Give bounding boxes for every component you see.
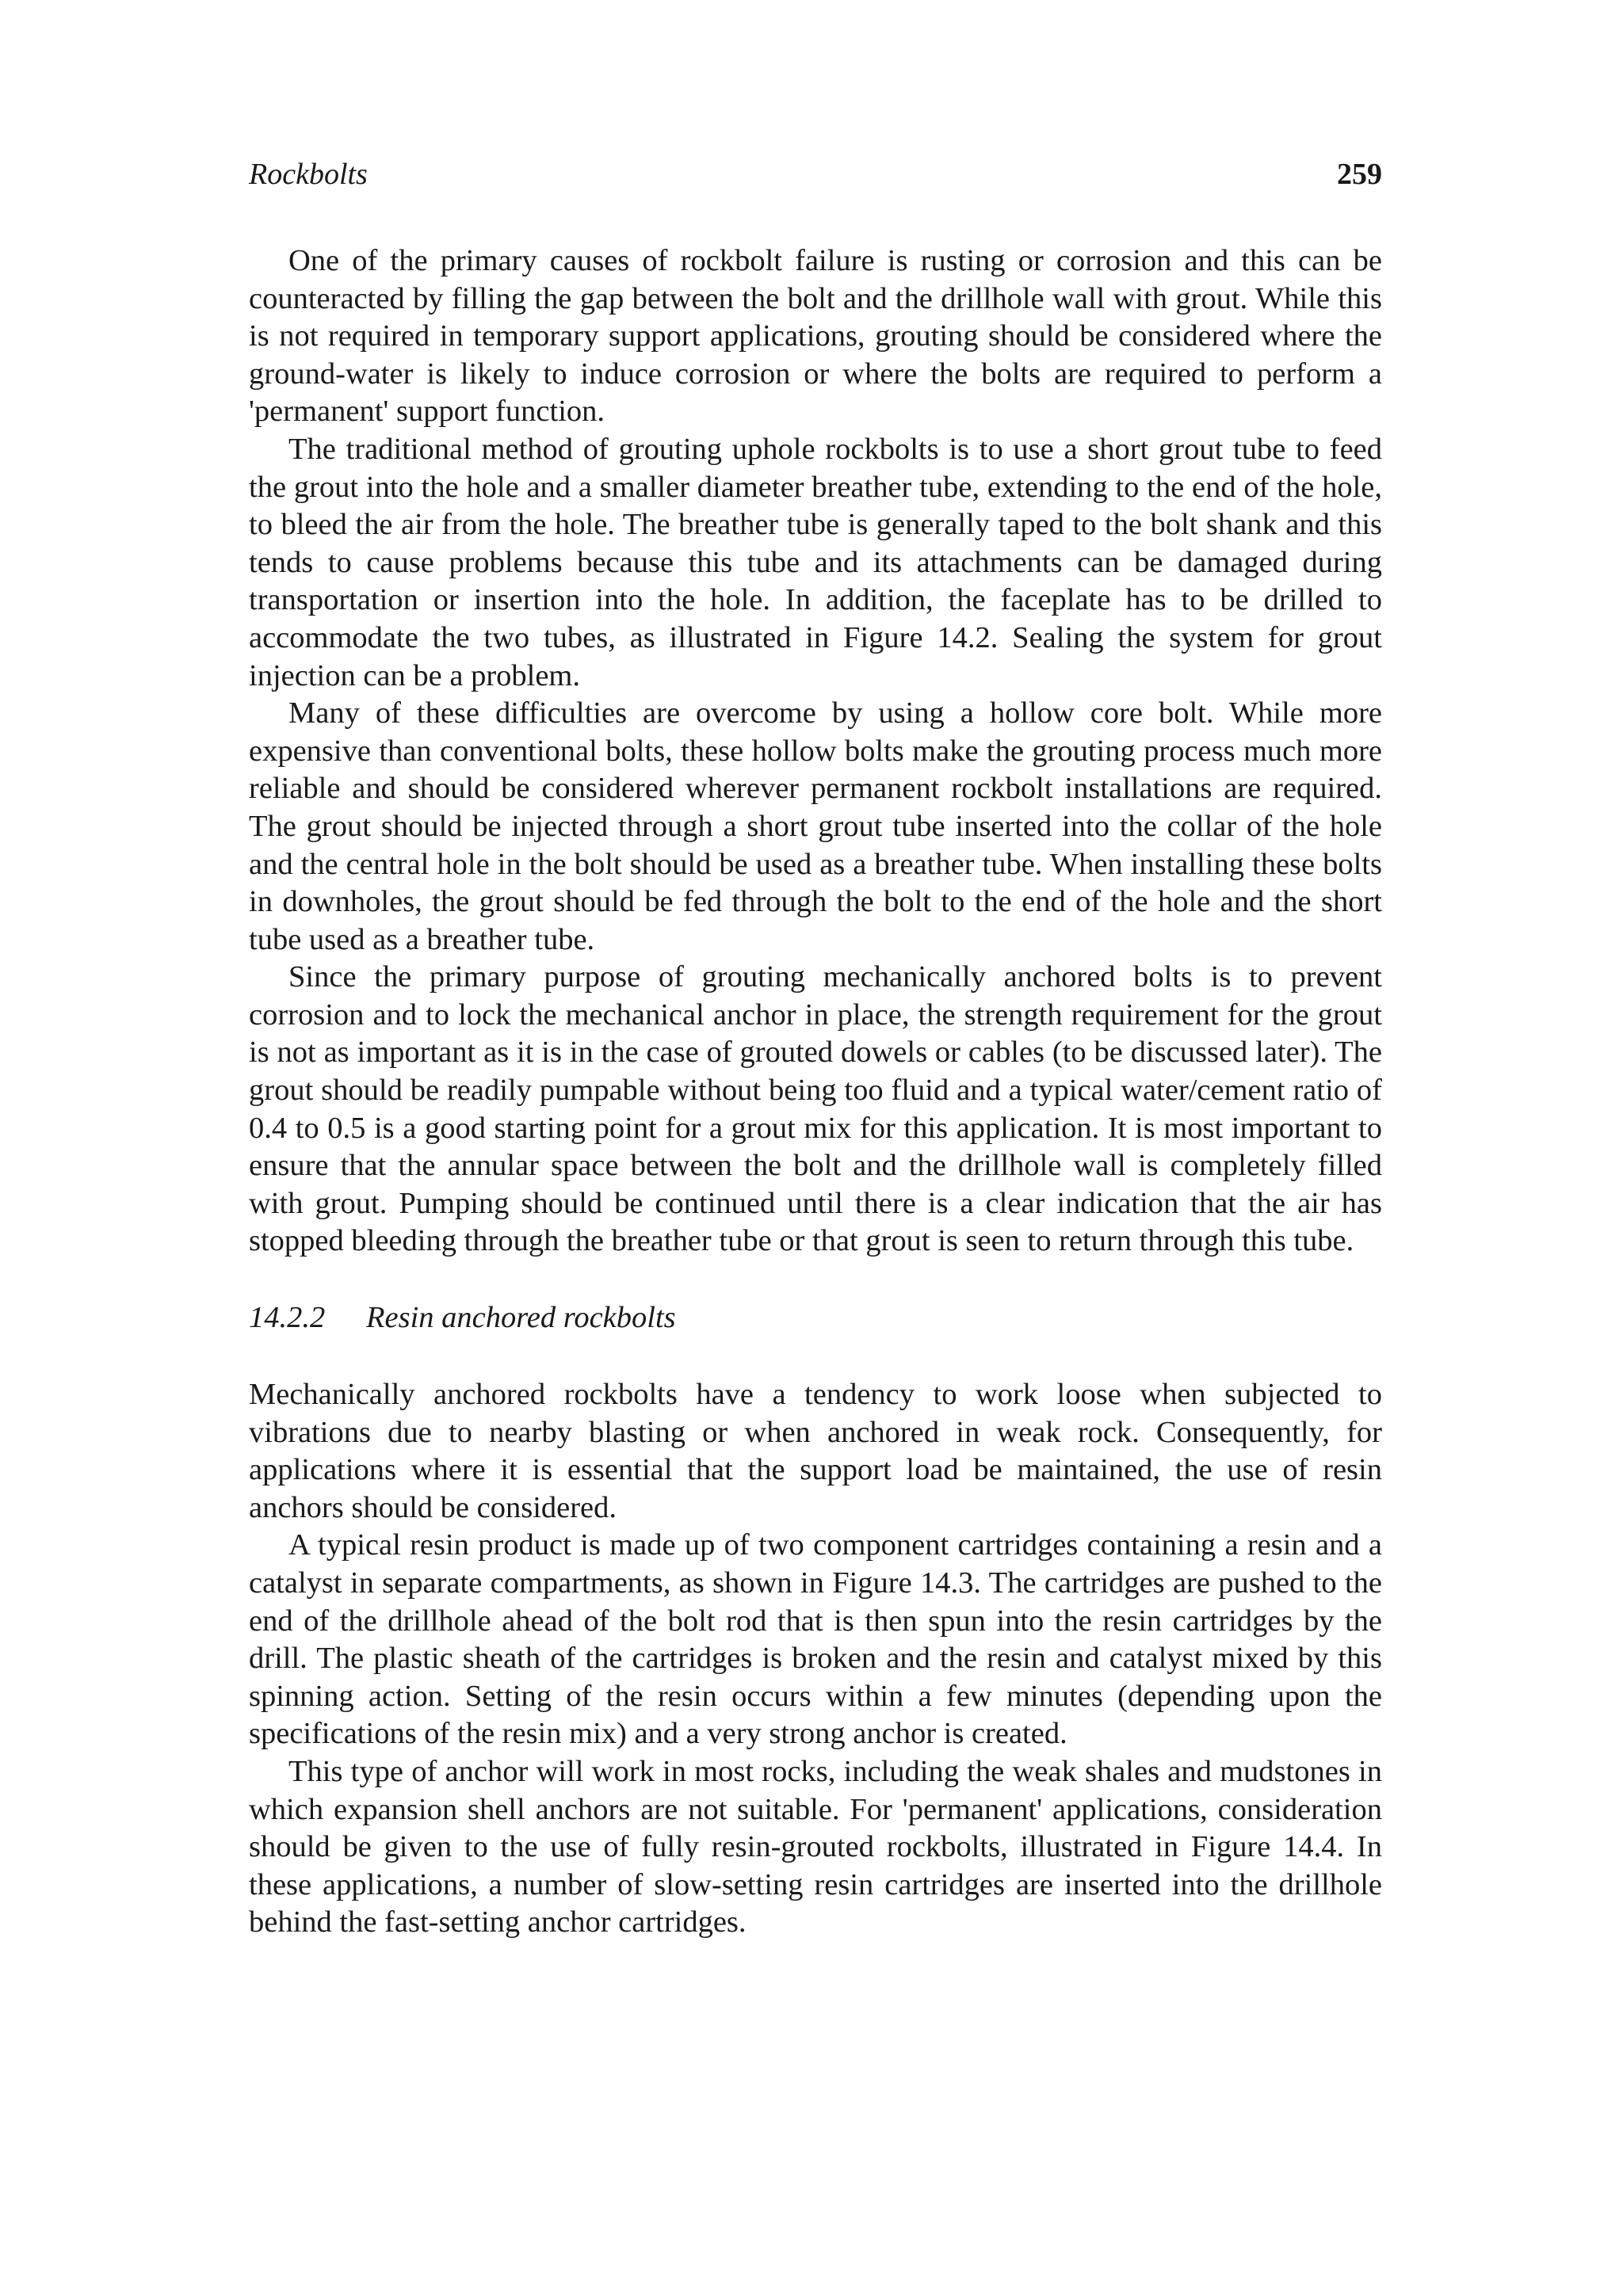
section-heading xyxy=(249,1299,1382,1337)
running-title: Rockbolts xyxy=(249,158,368,191)
paragraph-resin-cartridges: A typical resin product is made up of two component cartridges containing a resin and a catalyst in separate compartments, as shown in Figure 14.3. The cartridges are pushed to the end of the drillhole ahead of the bolt rod that is then spun into the resin cartridges by the drill. The plastic sheath of the cartridges is broken and the resin and catalyst mixed by this spinning action. Setting of the resin occurs within a few minutes (depending upon the specifications of the resin mix) and a very strong anchor is created. xyxy=(249,1528,1382,1751)
paragraph-resin-intro: Mechanically anchored rockbolts have a tendency to work loose when subjected to vibrations due to nearby blasting or when anchored in weak rock. Consequently, for applications where it is essential that the support load be maintained, the use of resin anchors should be considered. xyxy=(249,1378,1382,1524)
section-title: Resin anchored rockbolts xyxy=(366,1301,676,1335)
paragraph-resin-applications: This type of anchor will work in most rocks, including the weak shales and mudstones in which expansion shell anchors are not suitable. For 'permanent' applications, consideration should be given to the use of fully resin-grouted rockbolts, illustrated in Figure 14.4. In these applications, a number of slow-setting resin cartridges are inserted into the drillhole behind the fast-setting anchor cartridges. xyxy=(249,1754,1382,1939)
paragraph-hollow-core-bolt: Many of these difficulties are overcome by using a hollow core bolt. While more expensive than conventional bolts, these hollow bolts make the grouting process much more reliable and should be considered wherever permanent rockbolt installations are required. The grout should be injected through a short grout tube inserted into the collar of the hole and the central hole in the bolt should be used as a breather tube. When installing these bolts in downholes, the grout should be fed through the bolt to the end of the hole and the short tube used as a breather tube. xyxy=(249,696,1382,956)
running-header xyxy=(249,155,1382,193)
section-number: 14.2.2 xyxy=(249,1301,326,1335)
paragraph-traditional-grouting: The traditional method of grouting uphole rockbolts is to use a short grout tube to feed the grout into the hole and a smaller diameter breather tube, extending to the end of the hole, to bleed the air from the hole. The breather tube is generally taped to the bolt shank and this tends to cause problems because this tube and its attachments can be damaged during transportation or insertion into the hole. In addition, the faceplate has to be drilled to accommodate the two tubes, as illustrated in Figure 14.2. Sealing the system for grout injection can be a problem. xyxy=(249,432,1382,692)
paragraph-grout-requirements: Since the primary purpose of grouting mechanically anchored bolts is to prevent corrosion and to lock the mechanical anchor in place, the strength requirement for the grout is not as important as it is in the case of grouted dowels or cables (to be discussed later). The grout should be readily pumpable without being too fluid and a typical water/cement ratio of 0.4 to 0.5 is a good starting point for a grout mix for this application. It is most important to ensure that the annular space between the bolt and the drillhole wall is completely filled with grout. Pumping should be continued until there is a clear indication that the air has stopped bleeding through the breather tube or that grout is seen to return through this tube. xyxy=(249,960,1382,1258)
document-page xyxy=(249,155,1382,1942)
paragraph-corrosion-grouting: One of the primary causes of rockbolt failure is rusting or corrosion and this can be counteracted by filling the gap between the bolt and the drillhole wall with grout. While this is not required in temporary support applications, grouting should be considered where the ground-water is likely to induce corrosion or where the bolts are required to perform a 'permanent' support function. xyxy=(249,244,1382,429)
page-number: 259 xyxy=(1337,158,1382,191)
